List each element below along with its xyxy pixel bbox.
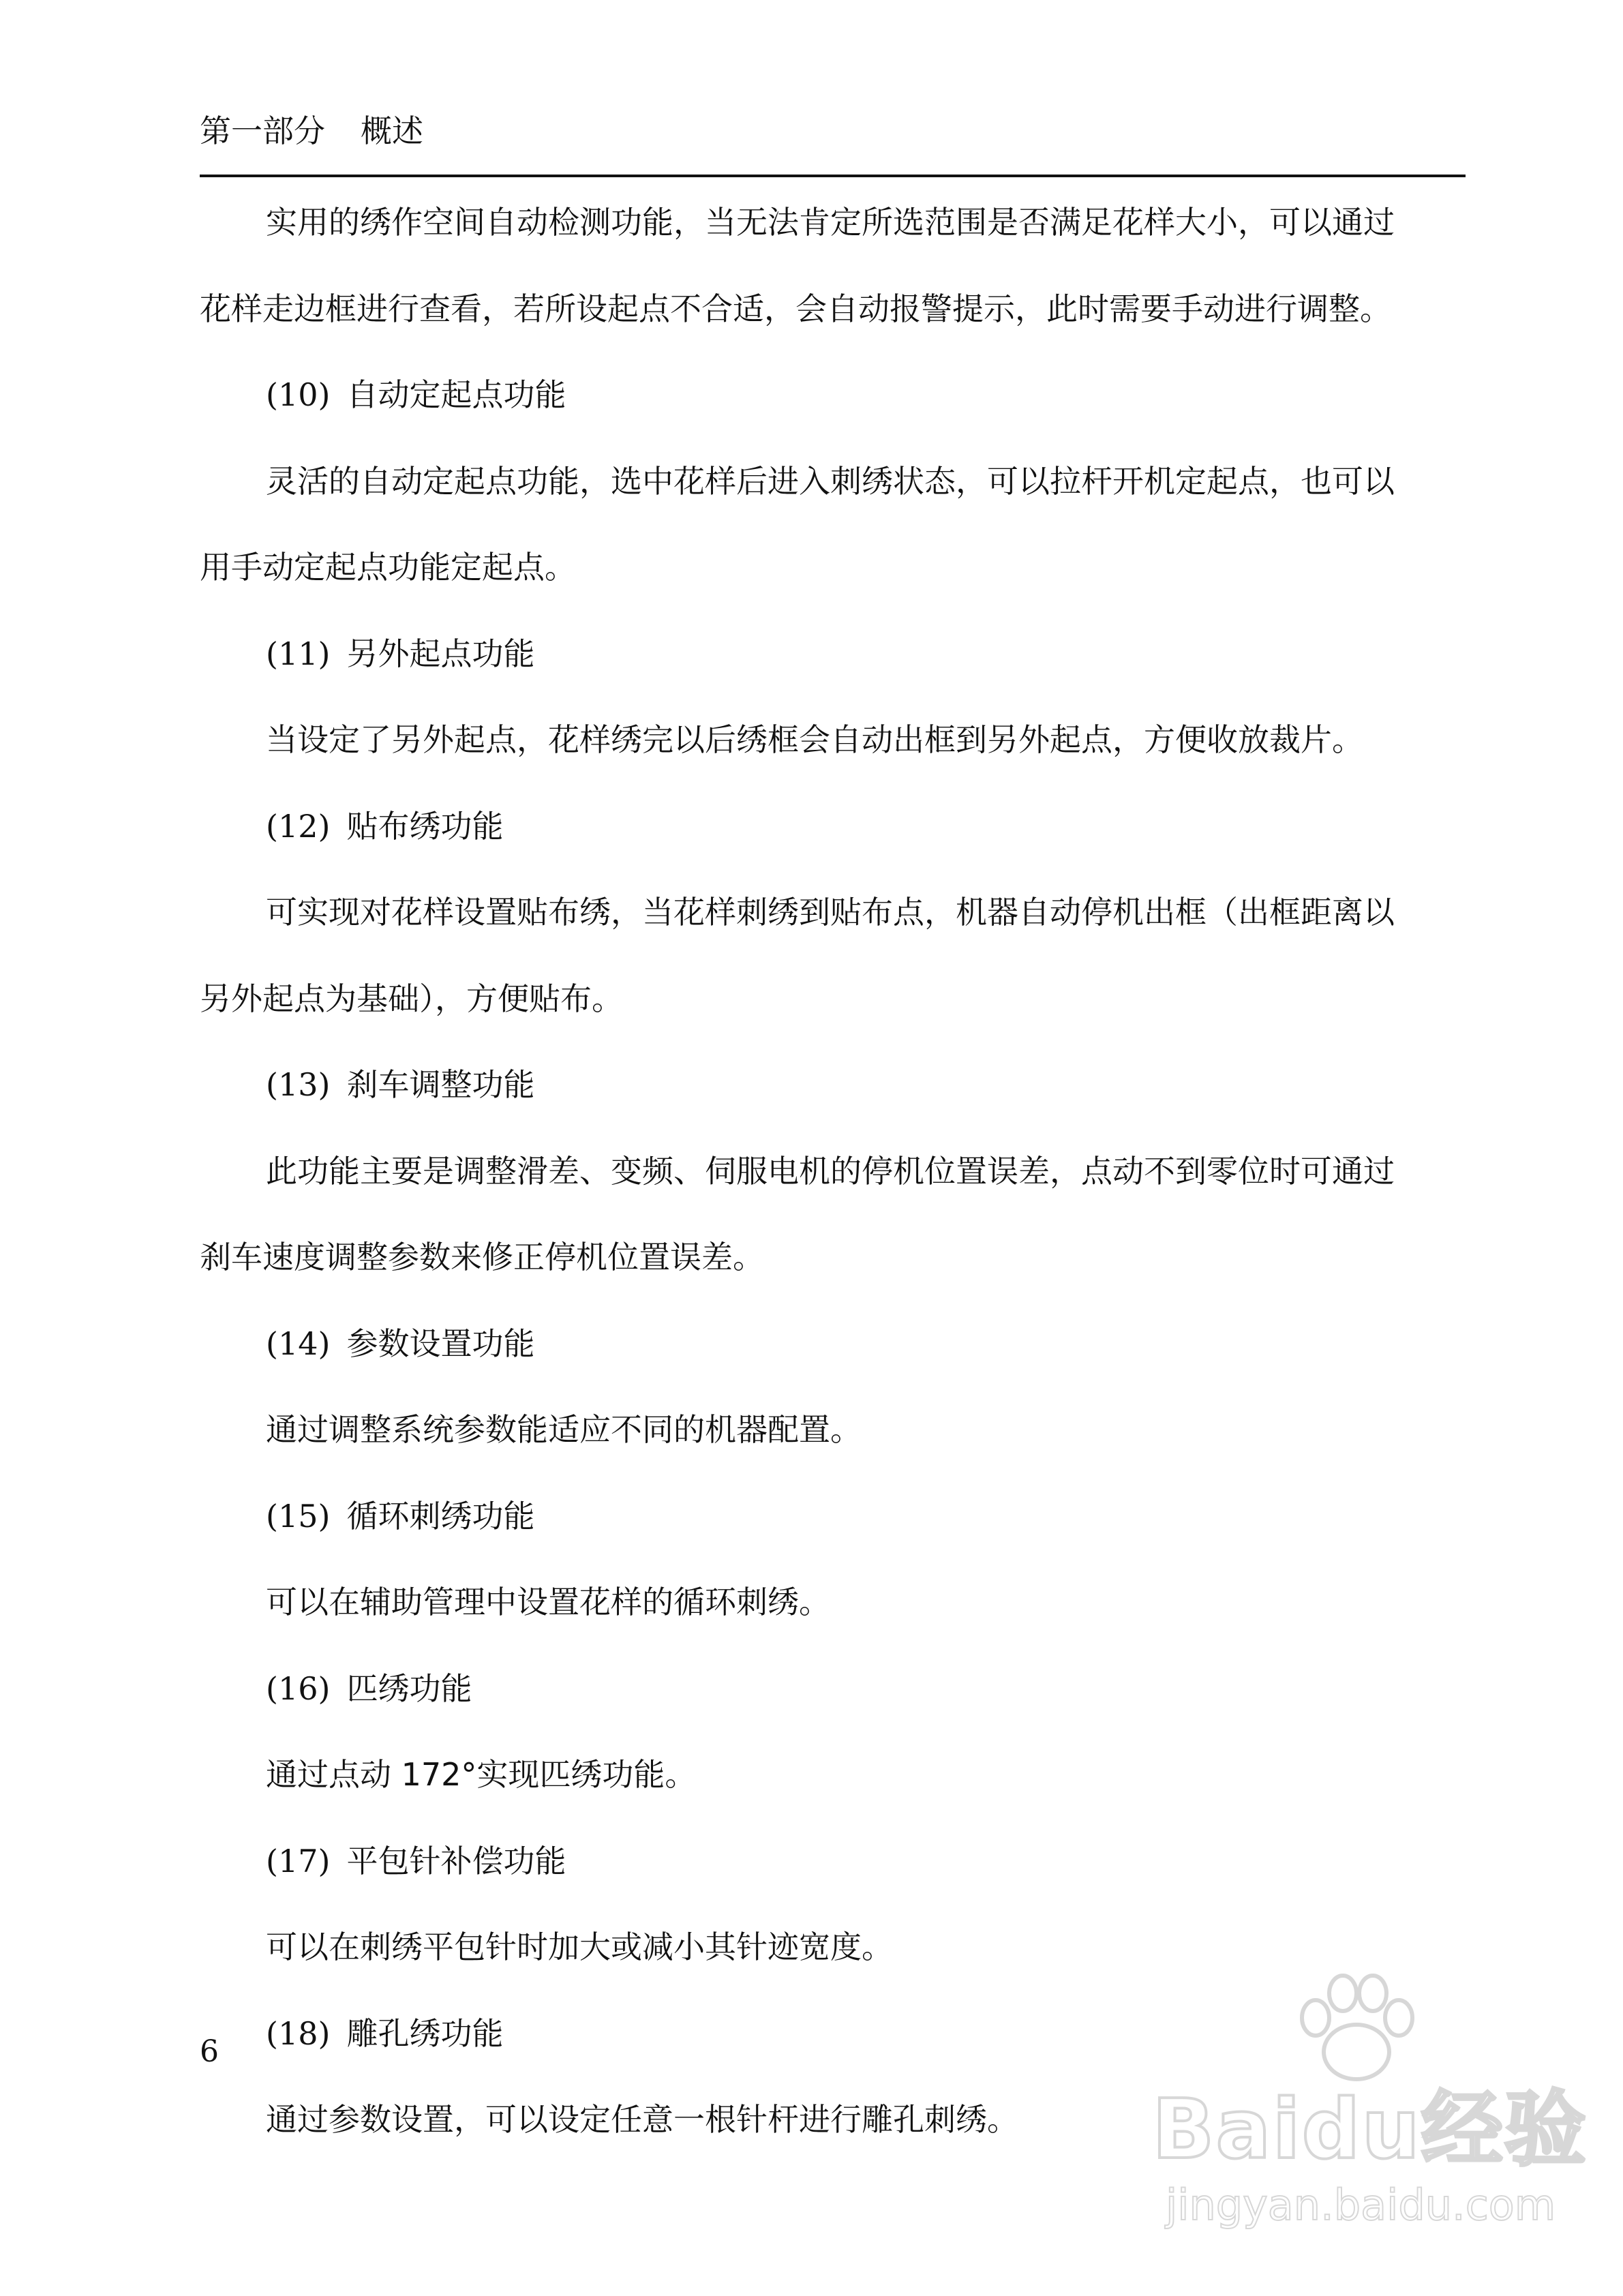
paragraph-line: 另外起点为基础），方便贴布。 [200,980,623,1017]
section-heading [266,1064,534,1105]
section-title: 自动定起点功能 [346,376,566,413]
paragraph-line: 实用的绣作空间自动检测功能，当无法肯定所选范围是否满足花样大小，可以通过 [266,204,1395,241]
paragraph-line: 当设定了另外起点，花样绣完以后绣框会自动出框到另外起点，方便收放裁片。 [266,721,1363,758]
section-heading [266,374,566,415]
paragraph-line: 可以在辅助管理中设置花样的循环刺绣。 [266,1584,830,1620]
header-title: 概述 [361,112,423,149]
watermark-brand: Baidu经验 [1152,2083,1588,2177]
paragraph-line: 花样走边框进行查看，若所设起点不合适，会自动报警提示，此时需要手动进行调整。 [200,290,1391,327]
section-title: 循环刺绣功能 [346,1497,535,1535]
paragraph-line: 可以在刺绣平包针时加大或减小其针迹宽度。 [266,1929,893,1965]
section-title: 刹车调整功能 [346,1066,535,1103]
paragraph-line: 通过参数设置，可以设定任意一根针杆进行雕孔刺绣。 [266,2101,1018,2138]
section-heading [266,1323,534,1364]
paragraph-line: 通过点动 172°实现匹绣功能。 [266,1756,697,1793]
page-number: 6 [200,2034,219,2069]
section-title: 参数设置功能 [346,1325,535,1362]
section-number: (17) [266,1842,331,1879]
section-number: (14) [266,1325,331,1362]
section-heading [266,2013,503,2054]
paragraph-line: 刹车速度调整参数来修正停机位置误差。 [200,1239,764,1275]
baidu-jingyan-watermark [1152,1970,1588,2256]
section-title: 匹绣功能 [346,1670,472,1707]
section-title: 平包针补偿功能 [346,1842,566,1879]
section-number: (10) [266,376,331,413]
section-title: 另外起点功能 [346,635,535,672]
paragraph-line: 用手动定起点功能定起点。 [200,549,576,586]
paragraph-line: 此功能主要是调整滑差、变频、伺服电机的停机位置误差，点动不到零位时可通过 [266,1152,1395,1190]
paragraph-line: 灵活的自动定起点功能，选中花样后进入刺绣状态，可以拉杆开机定起点，也可以 [266,462,1395,500]
header-rule [200,175,1466,177]
section-heading [266,633,534,674]
section-number: (11) [266,635,331,672]
section-title: 贴布绣功能 [346,807,504,845]
section-number: (15) [266,1497,331,1535]
paw-logo-icon [1288,1970,1425,2093]
section-number: (16) [266,1670,331,1707]
section-number: (12) [266,807,331,845]
section-heading [266,806,503,847]
page-header [200,110,423,151]
section-heading [266,1668,472,1709]
paragraph-line: 通过调整系统参数能适应不同的机器配置。 [266,1411,862,1448]
section-number: (13) [266,1066,331,1103]
section-heading [266,1841,566,1882]
section-heading [266,1496,534,1537]
watermark-url: jingyan.baidu.com [1166,2180,1556,2230]
header-part: 第一部分 [200,112,325,149]
section-title: 雕孔绣功能 [346,2014,504,2052]
paragraph-line: 可实现对花样设置贴布绣，当花样刺绣到贴布点，机器自动停机出框（出框距离以 [266,894,1395,931]
section-number: (18) [266,2014,331,2052]
